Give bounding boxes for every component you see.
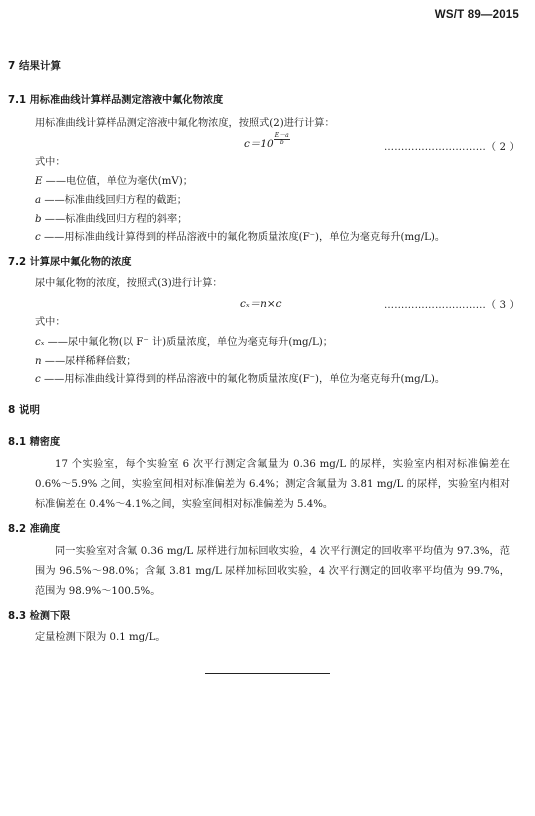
end-rule	[205, 673, 330, 674]
definition-n	[35, 352, 137, 367]
where-label-1: 式中：	[35, 157, 66, 168]
symbol-b: b	[35, 214, 42, 225]
exponent-numerator: E－a	[274, 132, 289, 139]
definition-E	[35, 172, 193, 187]
formula-2-exponent	[274, 133, 290, 146]
symbol-c: c	[35, 232, 41, 243]
standard-code-header: WS/T 89—2015	[434, 9, 519, 21]
definition-cx	[35, 333, 333, 348]
definition-text: ——尿样稀释倍数；	[41, 356, 137, 367]
definition-c	[35, 228, 445, 243]
exponent-denominator: b	[279, 139, 284, 146]
section-8-heading: 8 说明	[8, 404, 40, 416]
definition-c-2	[35, 370, 445, 385]
formula-2	[244, 132, 290, 151]
where-label-2: 式中：	[35, 317, 66, 328]
equation-number-3: …………………………（ 3 ）	[384, 300, 520, 311]
section-7-1-heading: 7.1 用标准曲线计算样品测定溶液中氟化物浓度	[8, 95, 224, 106]
formula-2-lhs: c＝10	[244, 138, 274, 150]
formula-3: cₓ＝n×c	[240, 298, 282, 310]
symbol-a: a	[35, 195, 42, 206]
section-7-2-intro: 尿中氟化物的浓度，按照式(3)进行计算：	[35, 278, 223, 289]
definition-text: ——用标准曲线计算得到的样品溶液中的氟化物质量浓度(F⁻)，单位为毫克每升(mg/L)。	[40, 232, 446, 243]
equation-number-2: …………………………（ 2 ）	[384, 142, 520, 153]
section-7-2-heading: 7.2 计算尿中氟化物的浓度	[8, 257, 132, 268]
symbol-cx: cₓ	[35, 337, 45, 348]
definition-a	[35, 191, 187, 206]
definition-text: ——尿中氟化物(以 F⁻ 计)质量浓度，单位为毫克每升(mg/L)；	[44, 337, 333, 348]
definition-b	[35, 210, 187, 225]
definition-text: ——用标准曲线计算得到的样品溶液中的氟化物质量浓度(F⁻)，单位为毫克每升(mg/L)。	[40, 374, 446, 385]
definition-text: ——标准曲线回归方程的截距；	[41, 195, 187, 206]
symbol-n: n	[35, 356, 42, 367]
detection-limit-text: 定量检测下限为 0.1 mg/L。	[35, 632, 166, 643]
section-8-2-heading: 8.2 准确度	[8, 524, 61, 535]
symbol-E: E	[35, 176, 43, 187]
accuracy-paragraph: 同一实验室对含氟 0.36 mg/L 尿样进行加标回收实验，4 次平行测定的回收率平均值为 97.3%，范围为 96.5%～98.0%；含氟 3.81 mg/L 尿样加标回收实验，4 次平行测定的回收率平均值为 99.7%，范围为 98.9%～100.5%。	[35, 546, 510, 597]
precision-paragraph: 17 个实验室，每个实验室 6 次平行测定含氟量为 0.36 mg/L 的尿样，实验室内相对标准偏差在 0.6%～5.9% 之间，实验室间相对标准偏差为 6.4%；测定含氟量为 3.81 mg/L 的尿样，实验室内相对标准偏差在 0.4%～4.1%之间，实验室间相对标准偏差为 5.4%。	[35, 459, 510, 510]
section-7-heading: 7 结果计算	[8, 60, 61, 72]
section-7-1-intro: 用标准曲线计算样品测定溶液中氟化物浓度，按照式(2)进行计算：	[35, 118, 335, 129]
definition-text: ——标准曲线回归方程的斜率；	[41, 214, 188, 225]
definition-text: ——电位值，单位为毫伏(mV)；	[42, 176, 193, 187]
symbol-c: c	[35, 374, 41, 385]
section-8-3-heading: 8.3 检测下限	[8, 611, 71, 622]
section-8-1-heading: 8.1 精密度	[8, 437, 61, 448]
